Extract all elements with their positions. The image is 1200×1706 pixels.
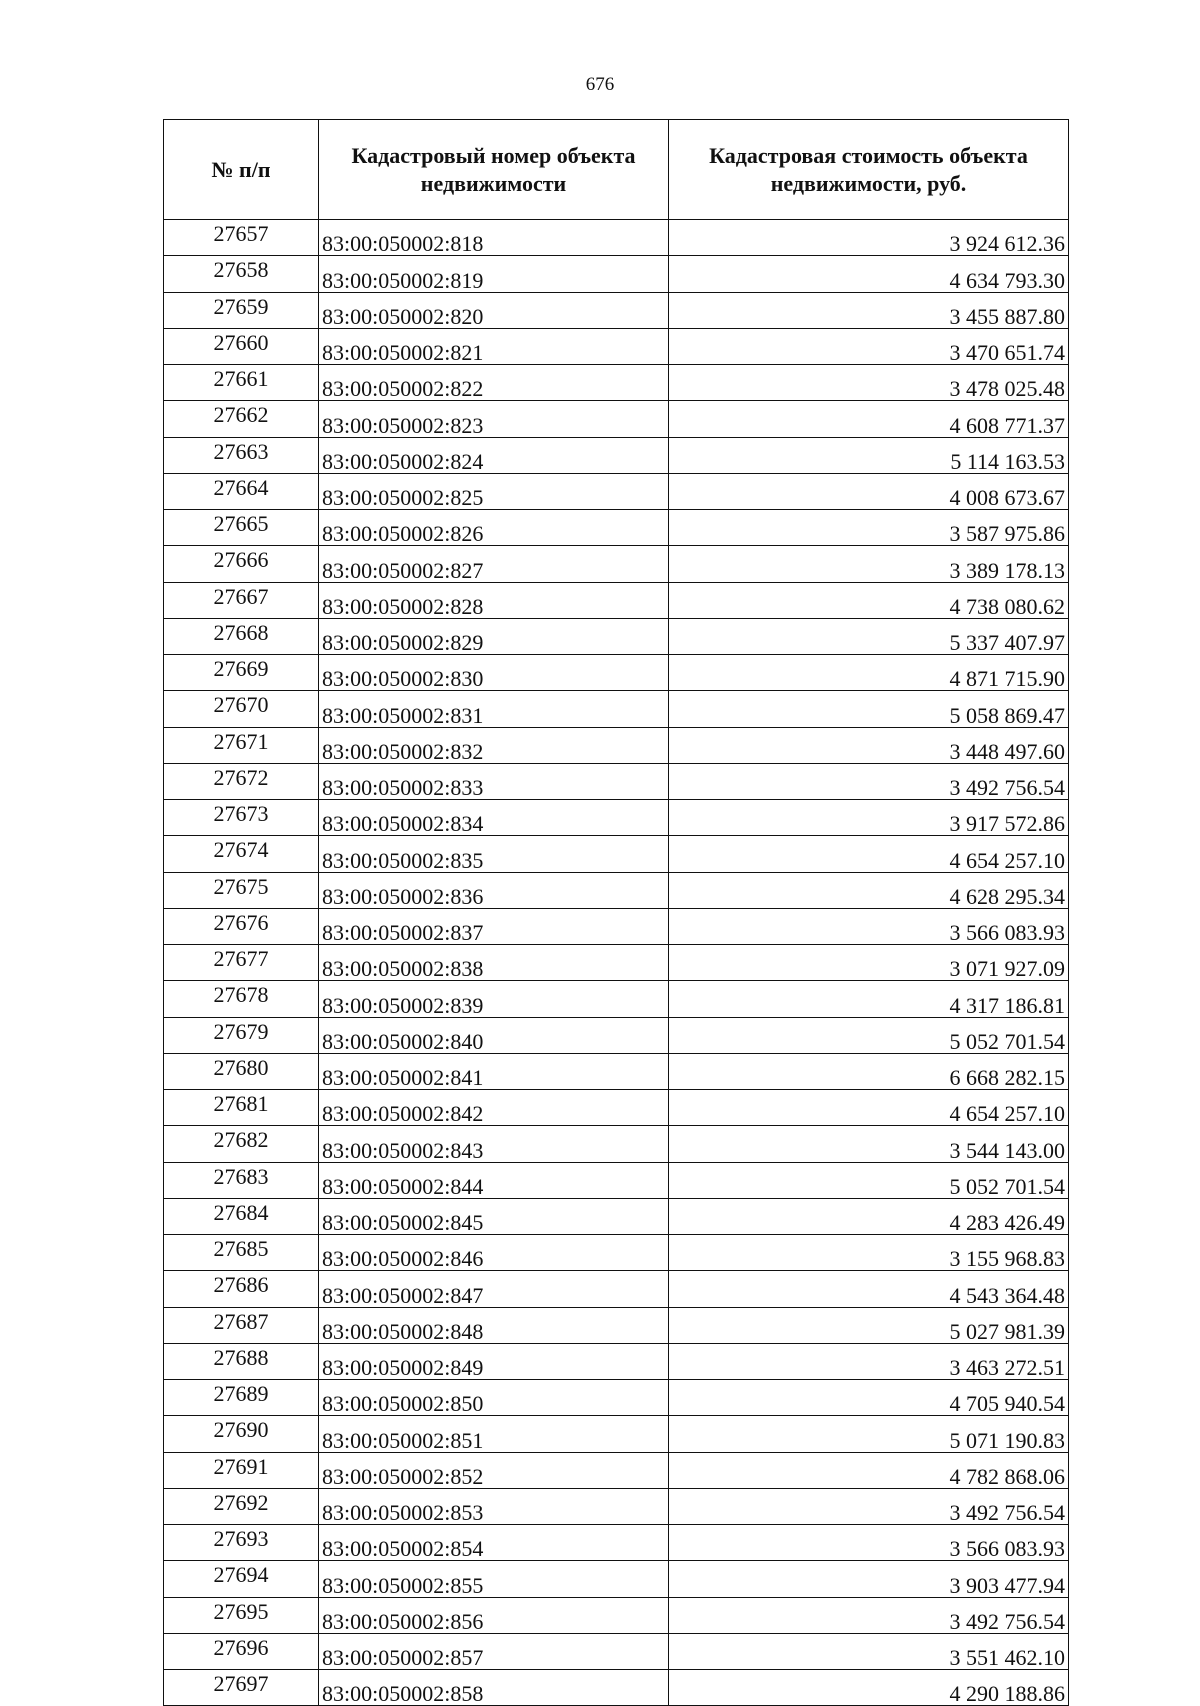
cell-cadastral-value: 5 071 190.83 — [669, 1416, 1069, 1452]
cell-cadastral-number: 83:00:050002:854 — [319, 1525, 669, 1561]
cell-index: 27686 — [164, 1271, 319, 1307]
cell-cadastral-value: 3 924 612.36 — [669, 220, 1069, 256]
cell-index: 27697 — [164, 1670, 319, 1706]
cell-cadastral-value: 3 903 477.94 — [669, 1561, 1069, 1597]
cell-cadastral-number: 83:00:050002:827 — [319, 546, 669, 582]
table-row — [164, 1198, 1069, 1234]
cell-index: 27695 — [164, 1597, 319, 1633]
column-header-cadastral-number: Кадастровый номер объекта недвижимости — [319, 120, 669, 220]
cell-index: 27665 — [164, 510, 319, 546]
cell-cadastral-value: 3 455 887.80 — [669, 292, 1069, 328]
cell-index: 27681 — [164, 1090, 319, 1126]
table-row — [164, 1307, 1069, 1343]
table-row — [164, 1670, 1069, 1706]
cell-cadastral-value: 4 705 940.54 — [669, 1380, 1069, 1416]
table-row — [164, 437, 1069, 473]
cell-cadastral-number: 83:00:050002:823 — [319, 401, 669, 437]
cell-cadastral-value: 3 492 756.54 — [669, 1597, 1069, 1633]
cell-cadastral-number: 83:00:050002:825 — [319, 473, 669, 509]
column-header-index: № п/п — [164, 120, 319, 220]
cell-index: 27692 — [164, 1488, 319, 1524]
cell-index: 27668 — [164, 618, 319, 654]
cell-index: 27679 — [164, 1017, 319, 1053]
table-row — [164, 1561, 1069, 1597]
table-row — [164, 800, 1069, 836]
cell-index: 27669 — [164, 655, 319, 691]
cell-cadastral-value: 4 543 364.48 — [669, 1271, 1069, 1307]
cell-cadastral-value: 4 283 426.49 — [669, 1198, 1069, 1234]
table-row — [164, 1380, 1069, 1416]
cell-index: 27667 — [164, 582, 319, 618]
table-row — [164, 618, 1069, 654]
table-row — [164, 365, 1069, 401]
table-row — [164, 908, 1069, 944]
cell-cadastral-value: 3 917 572.86 — [669, 800, 1069, 836]
table-row — [164, 836, 1069, 872]
cell-cadastral-value: 3 544 143.00 — [669, 1126, 1069, 1162]
cell-index: 27663 — [164, 437, 319, 473]
table-row — [164, 763, 1069, 799]
cell-cadastral-value: 3 551 462.10 — [669, 1633, 1069, 1669]
cell-index: 27696 — [164, 1633, 319, 1669]
table-row — [164, 945, 1069, 981]
cell-index: 27682 — [164, 1126, 319, 1162]
cell-index: 27678 — [164, 981, 319, 1017]
cell-cadastral-value: 3 478 025.48 — [669, 365, 1069, 401]
cell-cadastral-number: 83:00:050002:841 — [319, 1053, 669, 1089]
cell-cadastral-number: 83:00:050002:824 — [319, 437, 669, 473]
cell-index: 27685 — [164, 1235, 319, 1271]
cell-index: 27676 — [164, 908, 319, 944]
cell-cadastral-number: 83:00:050002:839 — [319, 981, 669, 1017]
table-row — [164, 1017, 1069, 1053]
cell-cadastral-number: 83:00:050002:819 — [319, 256, 669, 292]
cell-cadastral-value: 3 463 272.51 — [669, 1343, 1069, 1379]
cell-cadastral-number: 83:00:050002:858 — [319, 1670, 669, 1706]
cell-cadastral-value: 3 071 927.09 — [669, 945, 1069, 981]
cell-cadastral-value: 5 058 869.47 — [669, 691, 1069, 727]
cell-cadastral-value: 3 389 178.13 — [669, 546, 1069, 582]
cell-cadastral-number: 83:00:050002:821 — [319, 328, 669, 364]
cell-cadastral-number: 83:00:050002:835 — [319, 836, 669, 872]
cell-index: 27673 — [164, 800, 319, 836]
cell-cadastral-value: 3 470 651.74 — [669, 328, 1069, 364]
table-row — [164, 256, 1069, 292]
cell-index: 27675 — [164, 872, 319, 908]
cell-cadastral-number: 83:00:050002:833 — [319, 763, 669, 799]
table-row — [164, 582, 1069, 618]
table-row — [164, 220, 1069, 256]
table-row — [164, 1488, 1069, 1524]
cell-index: 27690 — [164, 1416, 319, 1452]
cell-cadastral-value: 3 155 968.83 — [669, 1235, 1069, 1271]
cell-cadastral-value: 6 668 282.15 — [669, 1053, 1069, 1089]
cell-cadastral-number: 83:00:050002:818 — [319, 220, 669, 256]
page-number: 676 — [585, 74, 615, 95]
table-row — [164, 1090, 1069, 1126]
cell-cadastral-value: 3 566 083.93 — [669, 908, 1069, 944]
cell-cadastral-number: 83:00:050002:822 — [319, 365, 669, 401]
cell-cadastral-number: 83:00:050002:826 — [319, 510, 669, 546]
cell-cadastral-value: 4 634 793.30 — [669, 256, 1069, 292]
cell-cadastral-number: 83:00:050002:832 — [319, 727, 669, 763]
cell-cadastral-number: 83:00:050002:842 — [319, 1090, 669, 1126]
cell-index: 27657 — [164, 220, 319, 256]
cell-cadastral-value: 4 871 715.90 — [669, 655, 1069, 691]
cell-index: 27683 — [164, 1162, 319, 1198]
table-row — [164, 1271, 1069, 1307]
table-row — [164, 1452, 1069, 1488]
cell-cadastral-value: 5 114 163.53 — [669, 437, 1069, 473]
cell-index: 27666 — [164, 546, 319, 582]
cell-cadastral-value: 4 782 868.06 — [669, 1452, 1069, 1488]
cell-cadastral-number: 83:00:050002:830 — [319, 655, 669, 691]
cell-index: 27688 — [164, 1343, 319, 1379]
table-row — [164, 727, 1069, 763]
cell-index: 27659 — [164, 292, 319, 328]
cell-cadastral-number: 83:00:050002:829 — [319, 618, 669, 654]
table-row — [164, 473, 1069, 509]
table-row — [164, 292, 1069, 328]
cell-index: 27680 — [164, 1053, 319, 1089]
cell-index: 27674 — [164, 836, 319, 872]
cell-index: 27687 — [164, 1307, 319, 1343]
cell-cadastral-number: 83:00:050002:820 — [319, 292, 669, 328]
cell-cadastral-value: 4 290 188.86 — [669, 1670, 1069, 1706]
cell-cadastral-value: 4 738 080.62 — [669, 582, 1069, 618]
cell-index: 27658 — [164, 256, 319, 292]
table-body — [164, 220, 1069, 1706]
cell-index: 27689 — [164, 1380, 319, 1416]
table-row — [164, 1343, 1069, 1379]
table-header — [164, 120, 1069, 220]
cadastral-value-table — [163, 119, 1069, 1706]
table-row — [164, 1235, 1069, 1271]
cell-cadastral-number: 83:00:050002:840 — [319, 1017, 669, 1053]
cell-index: 27671 — [164, 727, 319, 763]
cell-cadastral-number: 83:00:050002:851 — [319, 1416, 669, 1452]
table-row — [164, 328, 1069, 364]
cell-cadastral-value: 3 566 083.93 — [669, 1525, 1069, 1561]
cell-cadastral-number: 83:00:050002:857 — [319, 1633, 669, 1669]
cell-index: 27693 — [164, 1525, 319, 1561]
cell-index: 27662 — [164, 401, 319, 437]
cell-cadastral-value: 3 492 756.54 — [669, 763, 1069, 799]
cell-cadastral-value: 5 027 981.39 — [669, 1307, 1069, 1343]
table-row — [164, 1162, 1069, 1198]
cell-cadastral-value: 4 608 771.37 — [669, 401, 1069, 437]
table-row — [164, 1416, 1069, 1452]
cell-index: 27694 — [164, 1561, 319, 1597]
cell-cadastral-number: 83:00:050002:838 — [319, 945, 669, 981]
cell-cadastral-number: 83:00:050002:828 — [319, 582, 669, 618]
table-row — [164, 981, 1069, 1017]
cell-cadastral-number: 83:00:050002:855 — [319, 1561, 669, 1597]
table-row — [164, 872, 1069, 908]
cell-cadastral-number: 83:00:050002:845 — [319, 1198, 669, 1234]
cell-cadastral-value: 3 492 756.54 — [669, 1488, 1069, 1524]
cell-cadastral-value: 5 052 701.54 — [669, 1017, 1069, 1053]
cell-cadastral-value: 4 654 257.10 — [669, 836, 1069, 872]
cell-index: 27677 — [164, 945, 319, 981]
cell-cadastral-number: 83:00:050002:834 — [319, 800, 669, 836]
cell-cadastral-value: 4 317 186.81 — [669, 981, 1069, 1017]
cell-cadastral-number: 83:00:050002:852 — [319, 1452, 669, 1488]
table-row — [164, 1053, 1069, 1089]
cell-cadastral-value: 5 052 701.54 — [669, 1162, 1069, 1198]
cell-cadastral-value: 3 587 975.86 — [669, 510, 1069, 546]
cell-cadastral-number: 83:00:050002:856 — [319, 1597, 669, 1633]
cell-cadastral-value: 4 654 257.10 — [669, 1090, 1069, 1126]
cell-index: 27660 — [164, 328, 319, 364]
table-row — [164, 1597, 1069, 1633]
table-row — [164, 655, 1069, 691]
cell-cadastral-value: 4 008 673.67 — [669, 473, 1069, 509]
cell-cadastral-number: 83:00:050002:837 — [319, 908, 669, 944]
table-row — [164, 510, 1069, 546]
cell-index: 27691 — [164, 1452, 319, 1488]
cell-index: 27684 — [164, 1198, 319, 1234]
cell-cadastral-number: 83:00:050002:848 — [319, 1307, 669, 1343]
cell-cadastral-number: 83:00:050002:850 — [319, 1380, 669, 1416]
cell-cadastral-value: 4 628 295.34 — [669, 872, 1069, 908]
table-row — [164, 546, 1069, 582]
cell-cadastral-number: 83:00:050002:853 — [319, 1488, 669, 1524]
column-header-cadastral-value: Кадастровая стоимость объекта недвижимости, руб. — [669, 120, 1069, 220]
table-row — [164, 691, 1069, 727]
table-row — [164, 1126, 1069, 1162]
cell-cadastral-value: 3 448 497.60 — [669, 727, 1069, 763]
cell-cadastral-number: 83:00:050002:847 — [319, 1271, 669, 1307]
cell-cadastral-number: 83:00:050002:846 — [319, 1235, 669, 1271]
cell-index: 27672 — [164, 763, 319, 799]
table-header-row — [164, 120, 1069, 220]
cell-cadastral-number: 83:00:050002:836 — [319, 872, 669, 908]
table-row — [164, 1525, 1069, 1561]
cell-index: 27664 — [164, 473, 319, 509]
cell-cadastral-number: 83:00:050002:844 — [319, 1162, 669, 1198]
table-row — [164, 1633, 1069, 1669]
cell-cadastral-number: 83:00:050002:843 — [319, 1126, 669, 1162]
cell-cadastral-number: 83:00:050002:849 — [319, 1343, 669, 1379]
cell-index: 27670 — [164, 691, 319, 727]
cell-index: 27661 — [164, 365, 319, 401]
cell-cadastral-number: 83:00:050002:831 — [319, 691, 669, 727]
table-row — [164, 401, 1069, 437]
cell-cadastral-value: 5 337 407.97 — [669, 618, 1069, 654]
